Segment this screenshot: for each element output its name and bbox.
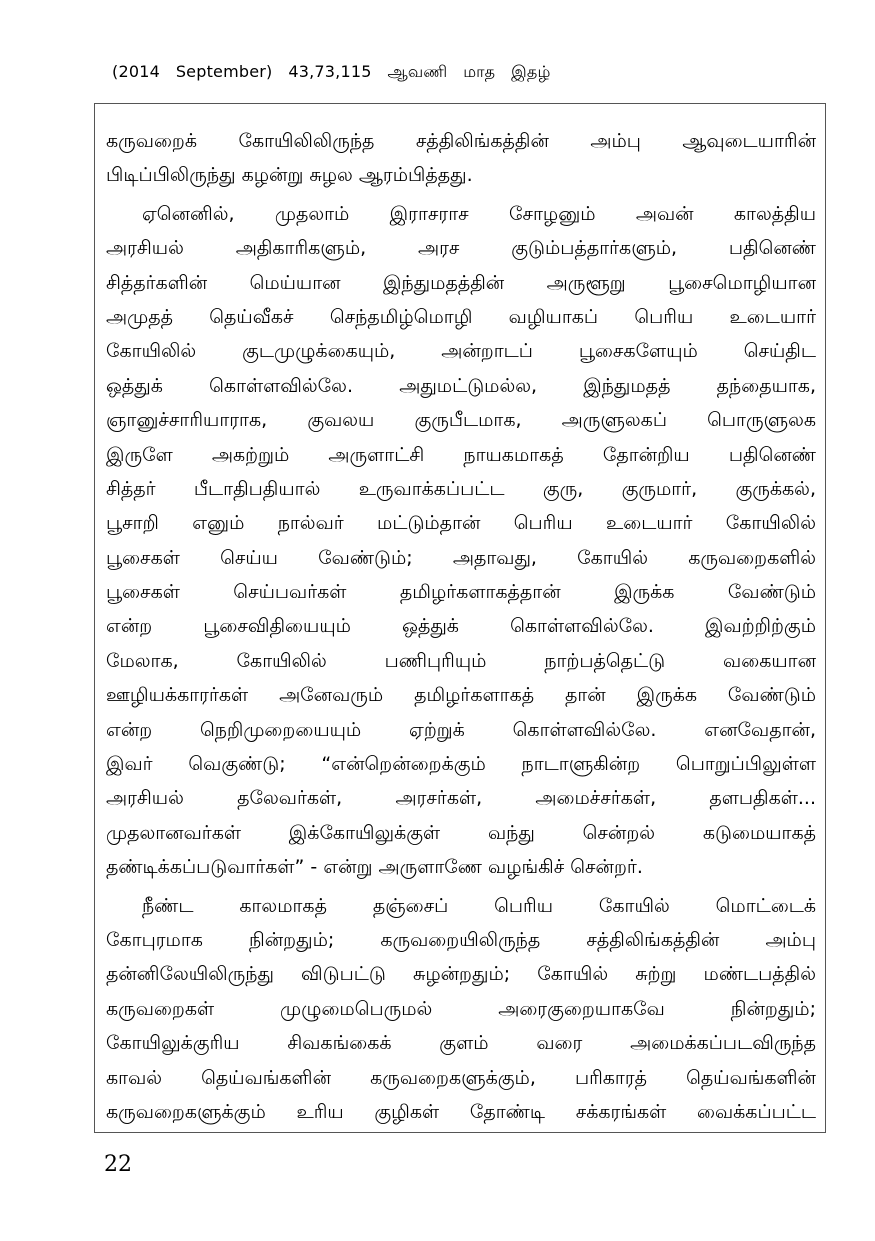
paragraph (106, 124, 816, 193)
text-line: கருவறைகள் முழுமைபெருமல் அரைகுறையாகவே நின்றதும்; (106, 997, 816, 1020)
text-line: என்ற நெறிமுறையையும் ஏற்றுக் கொள்ளவில்லே. எனவேதான், (106, 718, 816, 741)
text-line: தண்டிக்கப்படுவார்கள்” - என்று அருளாணே வழங்கிச் சென்றர். (106, 856, 643, 879)
text-line: மேலாக, கோயிலில் பணிபுரியும் நாற்பத்தெட்டு வகையான (106, 649, 816, 672)
text-line: பூசைகள் செய்ய வேண்டும்; அதாவது, கோயில் கருவறைகளில் (106, 546, 816, 569)
text-line: பூசாறி எனும் நால்வர் மட்டும்தான் பெரிய உடையார் கோயிலில் (106, 512, 816, 535)
page-number: 22 (104, 1152, 132, 1177)
paragraph (106, 197, 816, 885)
text-line: அமுதத் தெய்வீகச் செந்தமிழ்மொழி வழியாகப் பெரிய உடையார் (106, 305, 816, 328)
text-line: ஒத்துக் கொள்ளவில்லே. அதுமட்டுமல்ல, இந்துமதத் தந்தையாக, (106, 374, 816, 397)
text-line: பிடிப்பிலிருந்து கழன்று சுழல ஆரம்பித்தது. (106, 164, 473, 187)
article-body (106, 124, 816, 1129)
paragraph (106, 889, 816, 1130)
text-line: கோபுரமாக நின்றதும்; கருவறையிலிருந்த சத்திலிங்கத்தின் அம்பு (106, 928, 816, 951)
text-line: அரசியல் அதிகாரிகளும், அரச குடும்பத்தார்களும், பதினெண் (106, 237, 816, 260)
text-line: சித்தர்களின் மெய்யான இந்துமதத்தின் அருளூறு பூசைமொழியான (106, 271, 816, 294)
issue-header: (2014 September) 43,73,115 ஆவணி மாத இதழ் (112, 62, 551, 81)
text-line: முதலானவர்கள் இக்கோயிலுக்குள் வந்து சென்றல் கடுமையாகத் (106, 821, 816, 844)
text-line: சித்தர் பீடாதிபதியால் உருவாக்கப்பட்ட குரு, குருமார், குருக்கல், (106, 477, 816, 500)
text-line: தன்னிலேயிலிருந்து விடுபட்டு சுழன்றதும்; கோயில் சுற்று மண்டபத்தில் (106, 963, 816, 986)
text-line: கருவறைகளுக்கும் உரிய குழிகள் தோண்டி சக்கரங்கள் வைக்கப்பட்ட (106, 1100, 816, 1123)
text-line: கோயிலில் குடமுழுக்கையும், அன்றாடப் பூசைகளேயும் செய்திட (106, 340, 816, 363)
text-line: கோயிலுக்குரிய சிவகங்கைக் குளம் வரை அமைக்கப்படவிருந்த (106, 1032, 816, 1055)
text-line: கருவறைக் கோயிலிலிருந்த சத்திலிங்கத்தின் அம்பு ஆவுடையாரின் (106, 130, 816, 152)
text-line: என்ற பூசைவிதியையும் ஒத்துக் கொள்ளவில்லே. இவற்றிற்கும் (106, 615, 816, 638)
text-line: ஊழியக்காரர்கள் அனேவரும் தமிழர்களாகத் தான் இருக்க வேண்டும் (106, 684, 816, 707)
text-line: இருளே அகற்றும் அருளாட்சி நாயகமாகத் தோன்றிய பதினெண் (106, 443, 816, 466)
text-line: இவர் வெகுண்டு; “என்றென்றைக்கும் நாடாளுகின்ற பொறுப்பிலுள்ள (106, 753, 816, 776)
text-line: அரசியல் தலேவர்கள், அரசர்கள், அமைச்சர்கள், தளபதிகள்... (106, 787, 816, 810)
text-line: ஏனெனில், முதலாம் இராசராச சோழனும் அவன் காலத்திய (142, 202, 816, 225)
text-line: நீண்ட காலமாகத் தஞ்சைப் பெரிய கோயில் மொட்டைக் (142, 894, 816, 917)
text-line: காவல் தெய்வங்களின் கருவறைகளுக்கும், பரிகாரத் தெய்வங்களின் (106, 1066, 816, 1089)
text-line: பூசைகள் செய்பவர்கள் தமிழர்களாகத்தான் இருக்க வேண்டும் (106, 581, 816, 604)
text-line: ஞானுச்சாரியாராக, குவலய குருபீடமாக, அருளுலகப் பொருளுலக (106, 409, 816, 432)
